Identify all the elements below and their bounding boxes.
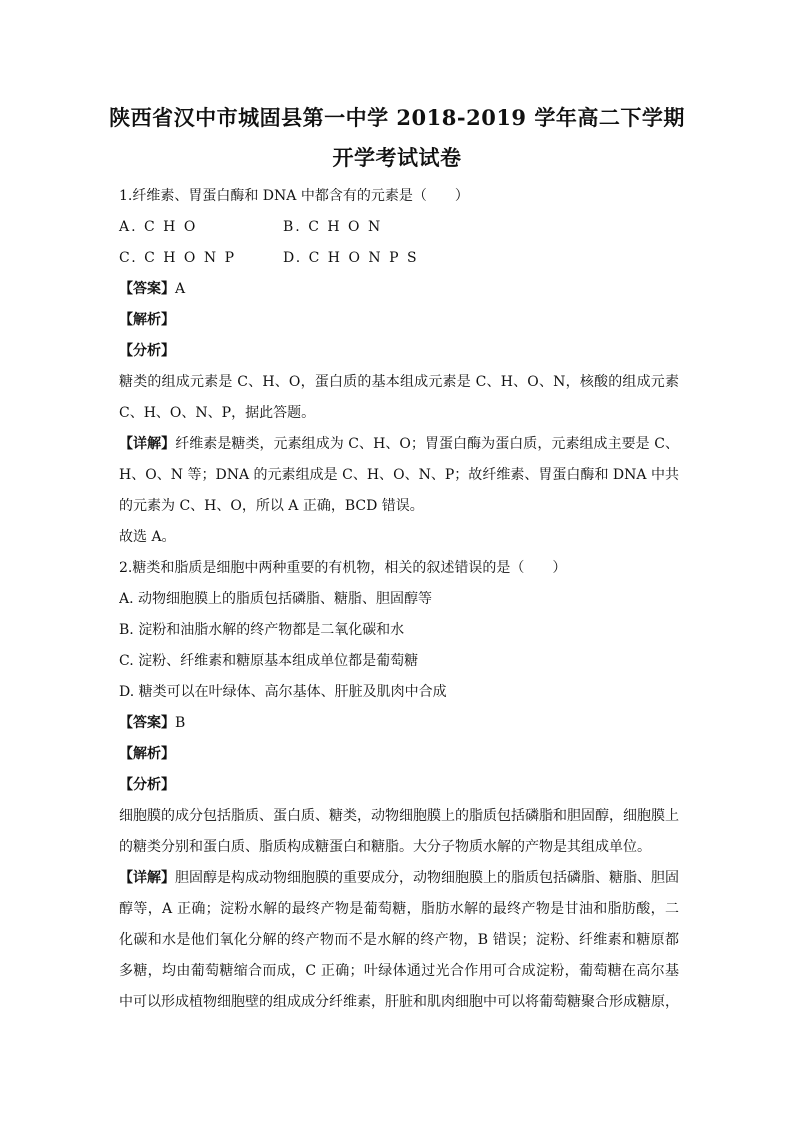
q2-answer-value: B xyxy=(175,715,186,731)
q1-xiangjie-line1 xyxy=(119,429,679,460)
q1-xiangjie-line3: 的元素为 C、H、O，所以 A 正确，BCD 错误。 xyxy=(119,498,424,514)
q1-stem: 1.纤维素、胃蛋白酶和 DNA 中都含有的元素是（ ） xyxy=(119,188,469,204)
q1-xiangjie-line2: H、O、N 等；DNA 的元素组成是 C、H、O、N、P；故纤维素、胃蛋白酶和 DNA 中共 xyxy=(119,467,679,483)
q2-xiangjie-tag: 【详解】 xyxy=(119,870,175,886)
q1-fenxi-heading: 【分析】 xyxy=(119,343,175,359)
q2-fenxi-line2: 的糖类分别和蛋白质、脂质构成糖蛋白和糖脂。大分子物质水解的产物是其组成单位。 xyxy=(119,839,651,855)
q1-options-row2 xyxy=(119,243,679,274)
q1-fenxi-line2: C、H、O、N、P，据此答题。 xyxy=(119,405,316,421)
q2-answer-tag: 【答案】 xyxy=(119,715,175,731)
q2-option-a: A. 动物细胞膜上的脂质包括磷脂、糖脂、胆固醇等 xyxy=(119,591,433,607)
q1-option-a: A. C H O xyxy=(119,219,198,235)
q2-xiangjie-line3: 化碳和水是他们氧化分解的终产物而不是水解的终产物，B 错误；淀粉、纤维素和糖原都 xyxy=(119,932,679,948)
q1-xiangjie-tag: 【详解】 xyxy=(119,436,176,452)
q2-option-c: C. 淀粉、纤维素和糖原基本组成单位都是葡萄糖 xyxy=(119,653,419,669)
q2-xiangjie-line2: 醇等，A 正确；淀粉水解的最终产物是葡萄糖，脂肪水解的最终产物是甘油和脂肪酸，二 xyxy=(119,901,679,917)
q1-option-c: C. C H O N P xyxy=(119,250,236,266)
q1-answer-tag: 【答案】 xyxy=(119,281,175,297)
q2-xiangjie-line4: 多糖，均由葡萄糖缩合而成，C 正确；叶绿体通过光合作用可合成淀粉，葡萄糖在高尔基 xyxy=(119,963,679,979)
q2-answer xyxy=(119,708,679,739)
q2-xiangjie-text1: 胆固醇是构成动物细胞膜的重要成分，动物细胞膜上的脂质包括磷脂、糖脂、胆固 xyxy=(175,870,679,886)
document-title-line2: 开学考试试卷 xyxy=(332,145,462,170)
q2-option-b: B. 淀粉和油脂水解的终产物都是二氧化碳和水 xyxy=(119,622,405,638)
q1-options-row1 xyxy=(119,212,679,243)
q1-answer xyxy=(119,274,679,305)
document-title-line1: 陕西省汉中市城固县第一中学 2018-2019 学年高二下学期 xyxy=(109,105,685,130)
q1-option-d: D. C H O N P S xyxy=(283,250,419,266)
q1-xiangjie-text1: 纤维素是糖类，元素组成为 C、H、O；胃蛋白酶为蛋白质，元素组成主要是 C、 xyxy=(175,436,679,452)
q2-option-d: D. 糖类可以在叶绿体、高尔基体、肝脏及肌肉中合成 xyxy=(119,684,447,700)
q2-stem: 2.糖类和脂质是细胞中两种重要的有机物，相关的叙述错误的是（ ） xyxy=(119,560,567,576)
q1-answer-value: A xyxy=(175,281,186,297)
q1-jiexi-heading: 【解析】 xyxy=(119,312,175,328)
q2-xiangjie-line1 xyxy=(119,863,679,894)
q2-jiexi-heading: 【解析】 xyxy=(119,746,175,762)
q2-fenxi-line1: 细胞膜的成分包括脂质、蛋白质、糖类，动物细胞膜上的脂质包括磷脂和胆固醇，细胞膜上 xyxy=(119,808,679,824)
q2-fenxi-heading: 【分析】 xyxy=(119,777,175,793)
q1-conclusion: 故选 A。 xyxy=(119,529,176,545)
document-body xyxy=(119,181,679,1018)
q2-xiangjie-line5: 中可以形成植物细胞壁的组成成分纤维素，肝脏和肌肉细胞中可以将葡萄糖聚合形成糖原， xyxy=(119,994,679,1010)
q1-option-b: B. C H O N xyxy=(283,219,383,235)
q1-fenxi-line1: 糖类的组成元素是 C、H、O，蛋白质的基本组成元素是 C、H、O、N，核酸的组成元素 xyxy=(119,374,679,390)
